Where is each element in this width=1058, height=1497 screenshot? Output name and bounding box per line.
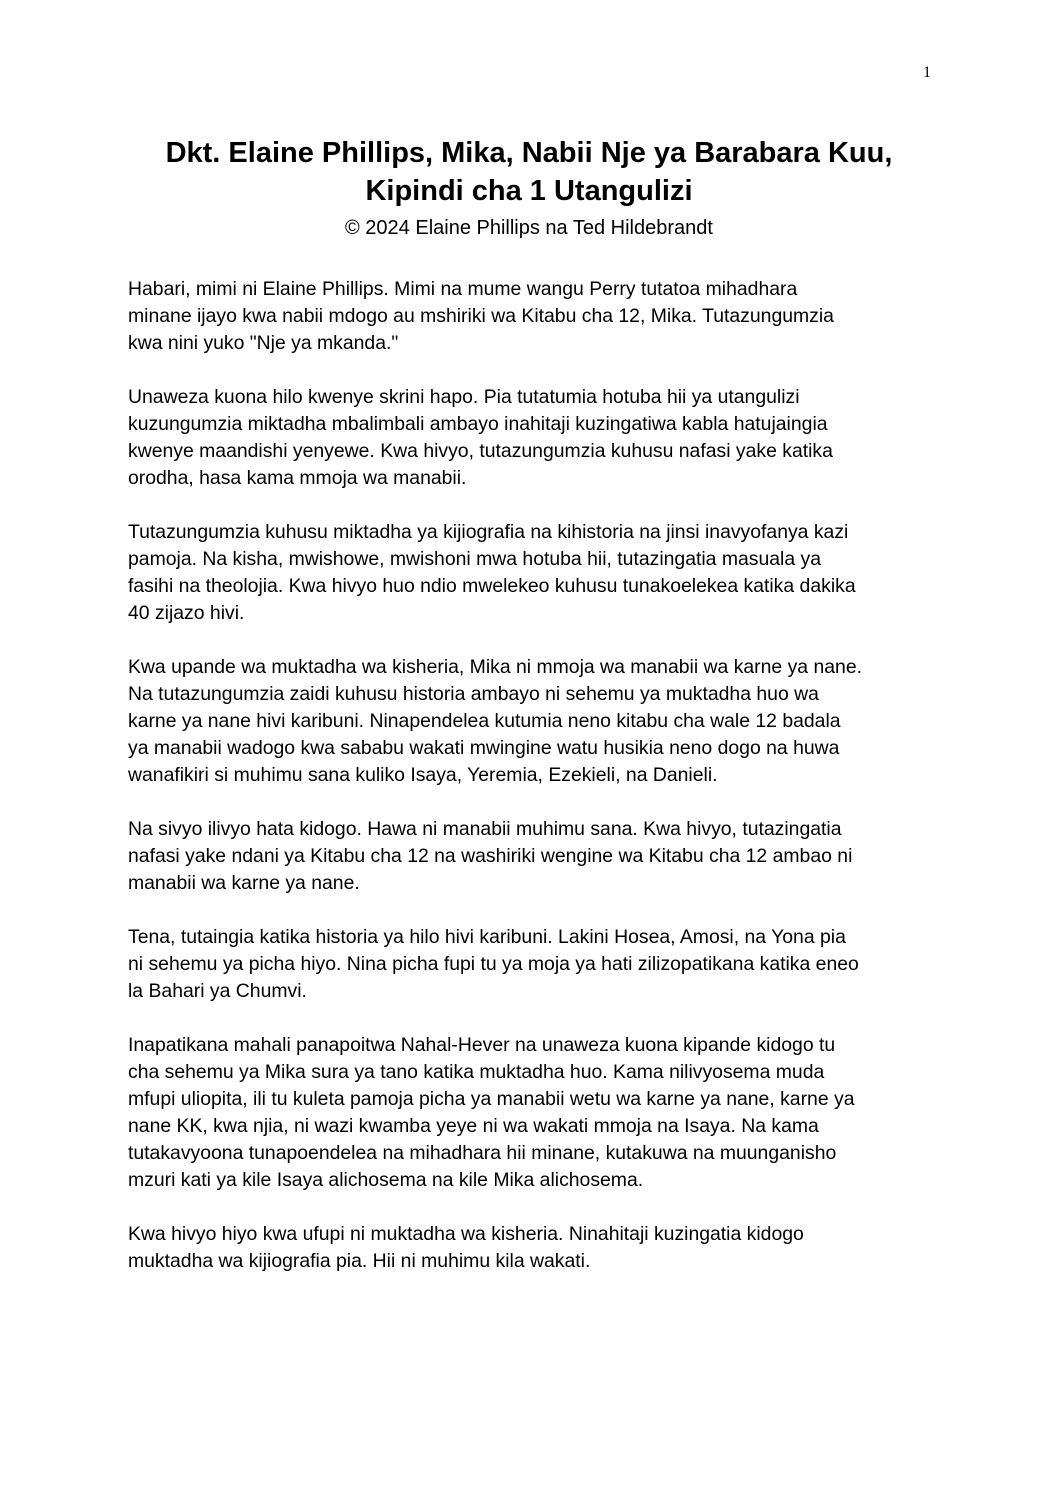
text-line: Na tutazungumzia zaidi kuhusu historia ambayo ni sehemu ya muktadha huo wa — [128, 683, 819, 705]
text-line: mzuri kati ya kile Isaya alichosema na kile Mika alichosema. — [128, 1169, 644, 1191]
text-line: Na sivyo ilivyo hata kidogo. Hawa ni manabii muhimu sana. Kwa hivyo, tutazingatia — [128, 818, 842, 840]
text-line: kwa nini yuko "Nje ya mkanda." — [128, 332, 399, 354]
text-line: tutakavyoona tunapoendelea na mihadhara hii minane, kutakuwa na muunganisho — [128, 1142, 837, 1164]
text-line: 40 zijazo hivi. — [128, 602, 245, 624]
paragraph — [128, 1032, 934, 1194]
text-line: minane ijayo kwa nabii mdogo au mshiriki wa Kitabu cha 12, Mika. Tutazungumzia — [128, 305, 834, 327]
text-line: fasihi na theolojia. Kwa hivyo huo ndio mwelekeo kuhusu tunakoelekea katika dakika — [128, 575, 856, 597]
text-line: Tutazungumzia kuhusu miktadha ya kijiografia na kihistoria na jinsi inavyofanya kazi — [128, 521, 849, 543]
page-number: 1 — [923, 64, 931, 81]
text-line: karne ya nane hivi karibuni. Ninapendelea kutumia neno kitabu cha wale 12 badala — [128, 710, 841, 732]
paragraph — [128, 276, 934, 357]
text-line: muktadha wa kijiografia pia. Hii ni muhimu kila wakati. — [128, 1250, 591, 1272]
text-line: Kwa hivyo hiyo kwa ufupi ni muktadha wa kisheria. Ninahitaji kuzingatia kidogo — [128, 1223, 804, 1245]
text-line: cha sehemu ya Mika sura ya tano katika muktadha huo. Kama nilivyosema muda — [128, 1061, 825, 1083]
text-line: wanafikiri si muhimu sana kuliko Isaya, Yeremia, Ezekieli, na Danieli. — [128, 764, 718, 786]
text-line: ya manabii wadogo kwa sababu wakati mwingine watu husikia neno dogo na huwa — [128, 737, 840, 759]
text-line: Tena, tutaingia katika historia ya hilo hivi karibuni. Lakini Hosea, Amosi, na Yona pia — [128, 926, 846, 948]
title-block — [128, 134, 930, 242]
text-line: manabii wa karne ya nane. — [128, 872, 360, 894]
text-line: orodha, hasa kama mmoja wa manabii. — [128, 467, 467, 489]
text-line: mfupi uliopita, ili tu kuleta pamoja picha ya manabii wetu wa karne ya nane, karne ya — [128, 1088, 855, 1110]
paragraph — [128, 924, 934, 1005]
text-line: Inapatikana mahali panapoitwa Nahal-Hever na unaweza kuona kipande kidogo tu — [128, 1034, 836, 1056]
text-line: ni sehemu ya picha hiyo. Nina picha fupi tu ya moja ya hati zilizopatikana katika eneo — [128, 953, 859, 975]
text-line: la Bahari ya Chumvi. — [128, 980, 307, 1002]
text-line: Unaweza kuona hilo kwenye skrini hapo. Pia tutatumia hotuba hii ya utangulizi — [128, 386, 800, 408]
paragraph — [128, 519, 934, 627]
paragraph — [128, 816, 934, 897]
paragraph — [128, 1221, 934, 1275]
title-line-1: Dkt. Elaine Phillips, Mika, Nabii Nje ya Barabara Kuu, — [165, 137, 893, 169]
text-line: nafasi yake ndani ya Kitabu cha 12 na washiriki wengine wa Kitabu cha 12 ambao ni — [128, 845, 853, 867]
text-line: kuzungumzia miktadha mbalimbali ambayo inahitaji kuzingatiwa kabla hatujaingia — [128, 413, 828, 435]
copyright-notice: © 2024 Elaine Phillips na Ted Hildebrandt — [345, 217, 713, 239]
paragraph — [128, 654, 934, 789]
text-line: Kwa upande wa muktadha wa kisheria, Mika ni mmoja wa manabii wa karne ya nane. — [128, 656, 862, 678]
text-line: pamoja. Na kisha, mwishowe, mwishoni mwa hotuba hii, tutazingatia masuala ya — [128, 548, 822, 570]
paragraph — [128, 384, 934, 492]
title-line-2: Kipindi cha 1 Utangulizi — [365, 175, 693, 207]
text-line: Habari, mimi ni Elaine Phillips. Mimi na mume wangu Perry tutatoa mihadhara — [128, 278, 798, 300]
document-body — [128, 276, 934, 1302]
text-line: nane KK, kwa njia, ni wazi kwamba yeye ni wa wakati mmoja na Isaya. Na kama — [128, 1115, 819, 1137]
text-line: kwenye maandishi yenyewe. Kwa hivyo, tutazungumzia kuhusu nafasi yake katika — [128, 440, 833, 462]
